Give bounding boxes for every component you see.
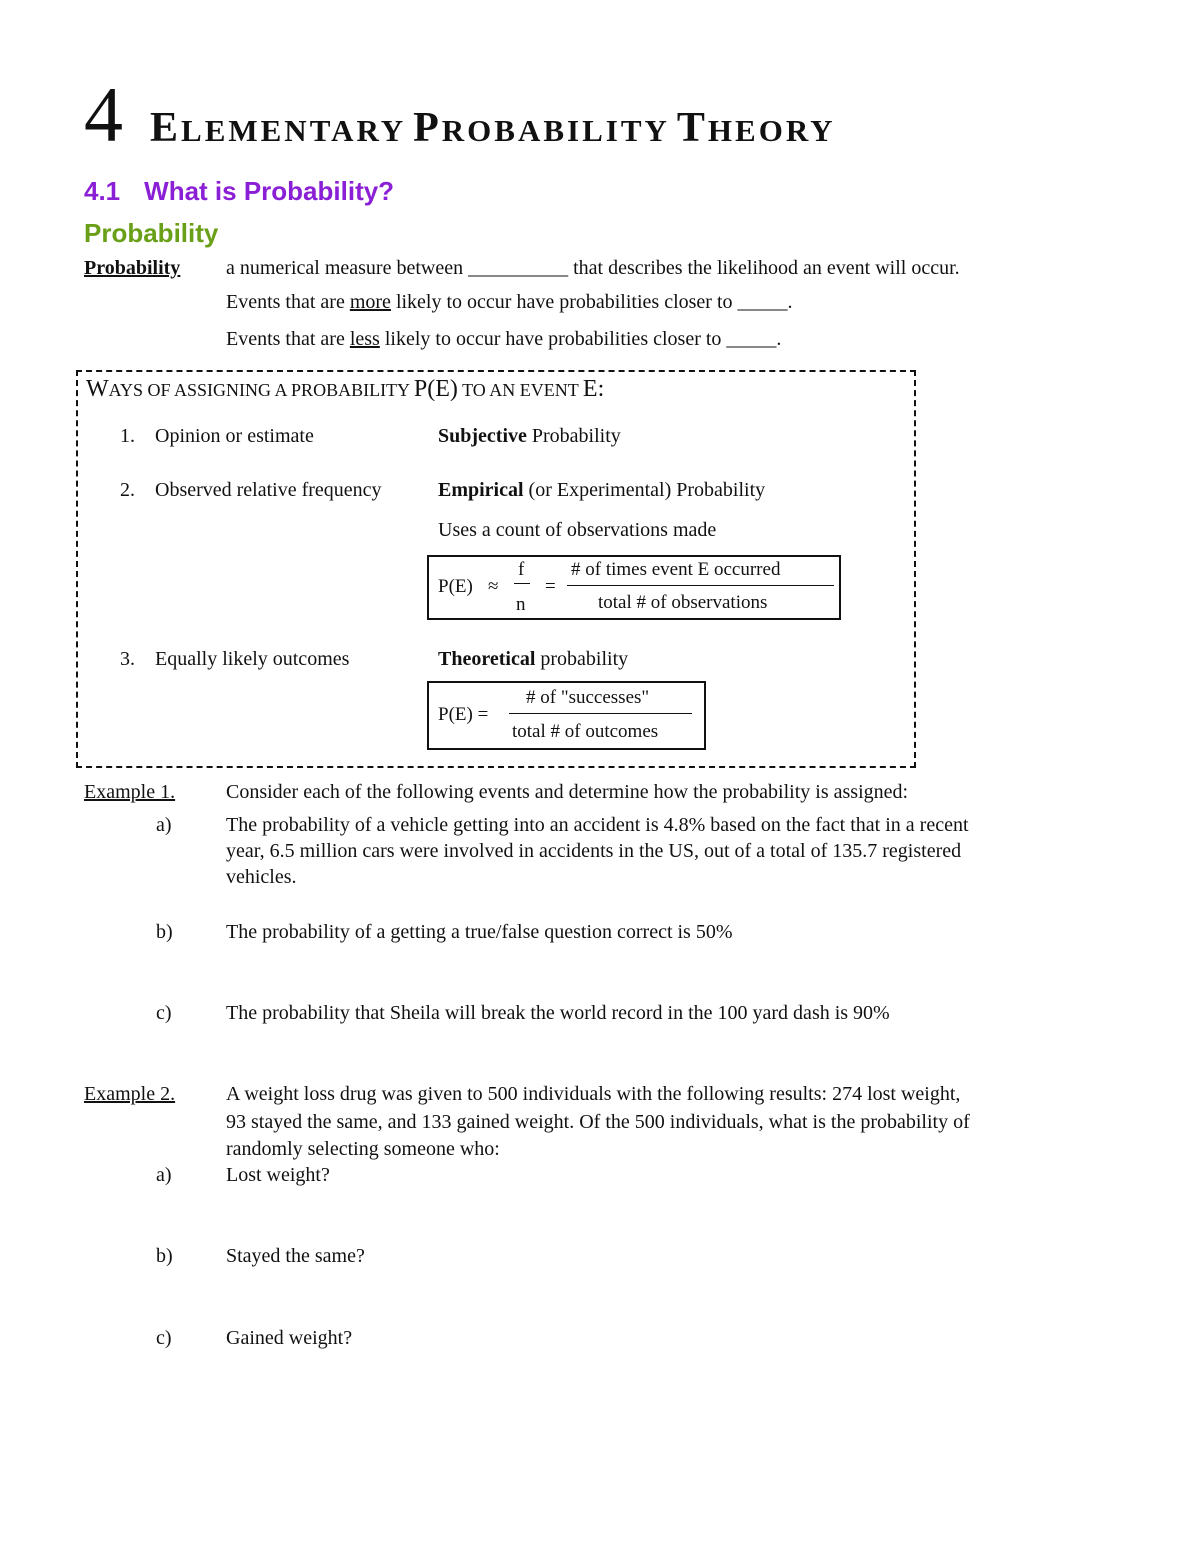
definition-line-less [226,326,781,352]
chapter-title-rest-3: HEORY [707,113,836,148]
example-1-part-c-letter: c) [156,1002,172,1024]
ways-item-3-type-rest: probability [535,648,629,670]
definition-text: a numerical measure between __________ that describes the likelihood an event will occur. [226,257,960,279]
example-1-prompt: Consider each of the following events and determine how the probability is assigned: [226,781,909,803]
theoretical-fraction-bar [509,713,692,714]
example-2-part-b-letter: b) [156,1245,173,1267]
empirical-formula-numerator-f: f [518,559,525,580]
example-2-part-a-letter: a) [156,1164,172,1186]
section-number: 4.1 [84,176,121,206]
ways-title-part-1: AYS OF ASSIGNING A PROBABILITY [108,380,414,400]
chapter-title [150,104,836,152]
example-2-line-1: A weight loss drug was given to 500 individuals with the following results: 274 lost weight, [226,1083,961,1105]
ways-item-2-number: 2. [120,479,135,501]
example-2-part-a-text: Lost weight? [226,1164,330,1186]
ways-item-3-method: Equally likely outcomes [155,648,350,670]
ways-item-2-type-rest: (or Experimental) Probability [523,479,766,501]
empirical-fraction-bar-1 [514,583,530,584]
ways-item-1-type-rest: Probability [526,425,621,447]
example-1-part-a-line-2: year, 6.5 million cars were involved in accidents in the US, out of a total of 135.7 registered [226,840,962,862]
theoretical-formula-lhs: P(E) = [438,704,489,725]
ways-item-2-type [438,477,765,503]
chapter-title-initial-1: E [150,105,182,151]
ways-item-2-type-bold: Empirical [438,479,524,501]
subheading: Probability [84,218,219,248]
definition-term: Probability [84,257,181,279]
ways-title-initial: W [86,376,109,402]
example-1-part-b-letter: b) [156,921,173,943]
empirical-formula-approx: ≈ [488,576,499,597]
example-2-part-c-text: Gained weight? [226,1327,353,1349]
line-less-pre: Events that are [226,328,350,350]
example-1-part-a-line-3: vehicles. [226,866,297,888]
empirical-formula-denominator: total # of observations [598,592,768,613]
definition-line-more [226,289,793,315]
empirical-formula-equals: = [545,576,556,597]
example-1-part-a-letter: a) [156,814,172,836]
example-1-part-c-text: The probability that Sheila will break the world record in the 100 yard dash is 90% [226,1002,890,1024]
example-2-label: Example 2. [84,1083,176,1105]
example-1-part-b-text: The probability of a getting a true/false question correct is 50% [226,921,733,943]
section-title: What is Probability? [144,176,395,206]
example-2-part-b-text: Stayed the same? [226,1245,365,1267]
example-1-label: Example 1. [84,781,176,803]
ways-title-part-2: TO AN EVENT [457,380,583,400]
ways-item-3-number: 3. [120,648,135,670]
empirical-formula-numerator: # of times event E occurred [571,559,781,580]
ways-title-e: E: [582,376,605,402]
ways-item-1-number: 1. [120,425,135,447]
example-1-part-a-line-1: The probability of a vehicle getting into an accident is 4.8% based on the fact that in a recent [226,814,969,836]
example-2-part-c-letter: c) [156,1327,172,1349]
chapter-title-initial-2: P [413,105,442,151]
line-less-post: likely to occur have probabilities closer to _____. [379,328,782,350]
chapter-title-rest-1: LEMENTARY [181,113,407,148]
line-less-underlined: less [349,328,380,350]
line-more-underlined: more [349,291,391,313]
chapter-title-rest-2: ROBABILITY [441,113,670,148]
ways-item-2-note: Uses a count of observations made [438,519,717,541]
ways-title-pe: P(E) [413,376,458,402]
line-more-post: likely to occur have probabilities closer to _____. [390,291,793,313]
ways-item-3-type [438,646,628,672]
section-heading [84,176,394,207]
ways-title [86,376,604,403]
theoretical-formula-numerator: # of "successes" [526,687,650,708]
ways-item-3-type-bold: Theoretical [438,648,536,670]
ways-item-2-method: Observed relative frequency [155,479,382,501]
example-2-line-3: randomly selecting someone who: [226,1138,500,1160]
empirical-formula-lhs: P(E) [438,576,473,597]
line-more-pre: Events that are [226,291,350,313]
ways-item-1-method: Opinion or estimate [155,425,314,447]
empirical-formula-denominator-n: n [516,594,526,615]
theoretical-formula-denominator: total # of outcomes [512,721,659,742]
empirical-fraction-bar-2 [567,585,834,586]
ways-item-1-type-bold: Subjective [438,425,527,447]
ways-item-1-type [438,423,621,449]
chapter-title-initial-3: T [676,105,708,151]
example-2-line-2: 93 stayed the same, and 133 gained weight. Of the 500 individuals, what is the probability of [226,1111,970,1133]
chapter-number: 4 [84,71,123,158]
